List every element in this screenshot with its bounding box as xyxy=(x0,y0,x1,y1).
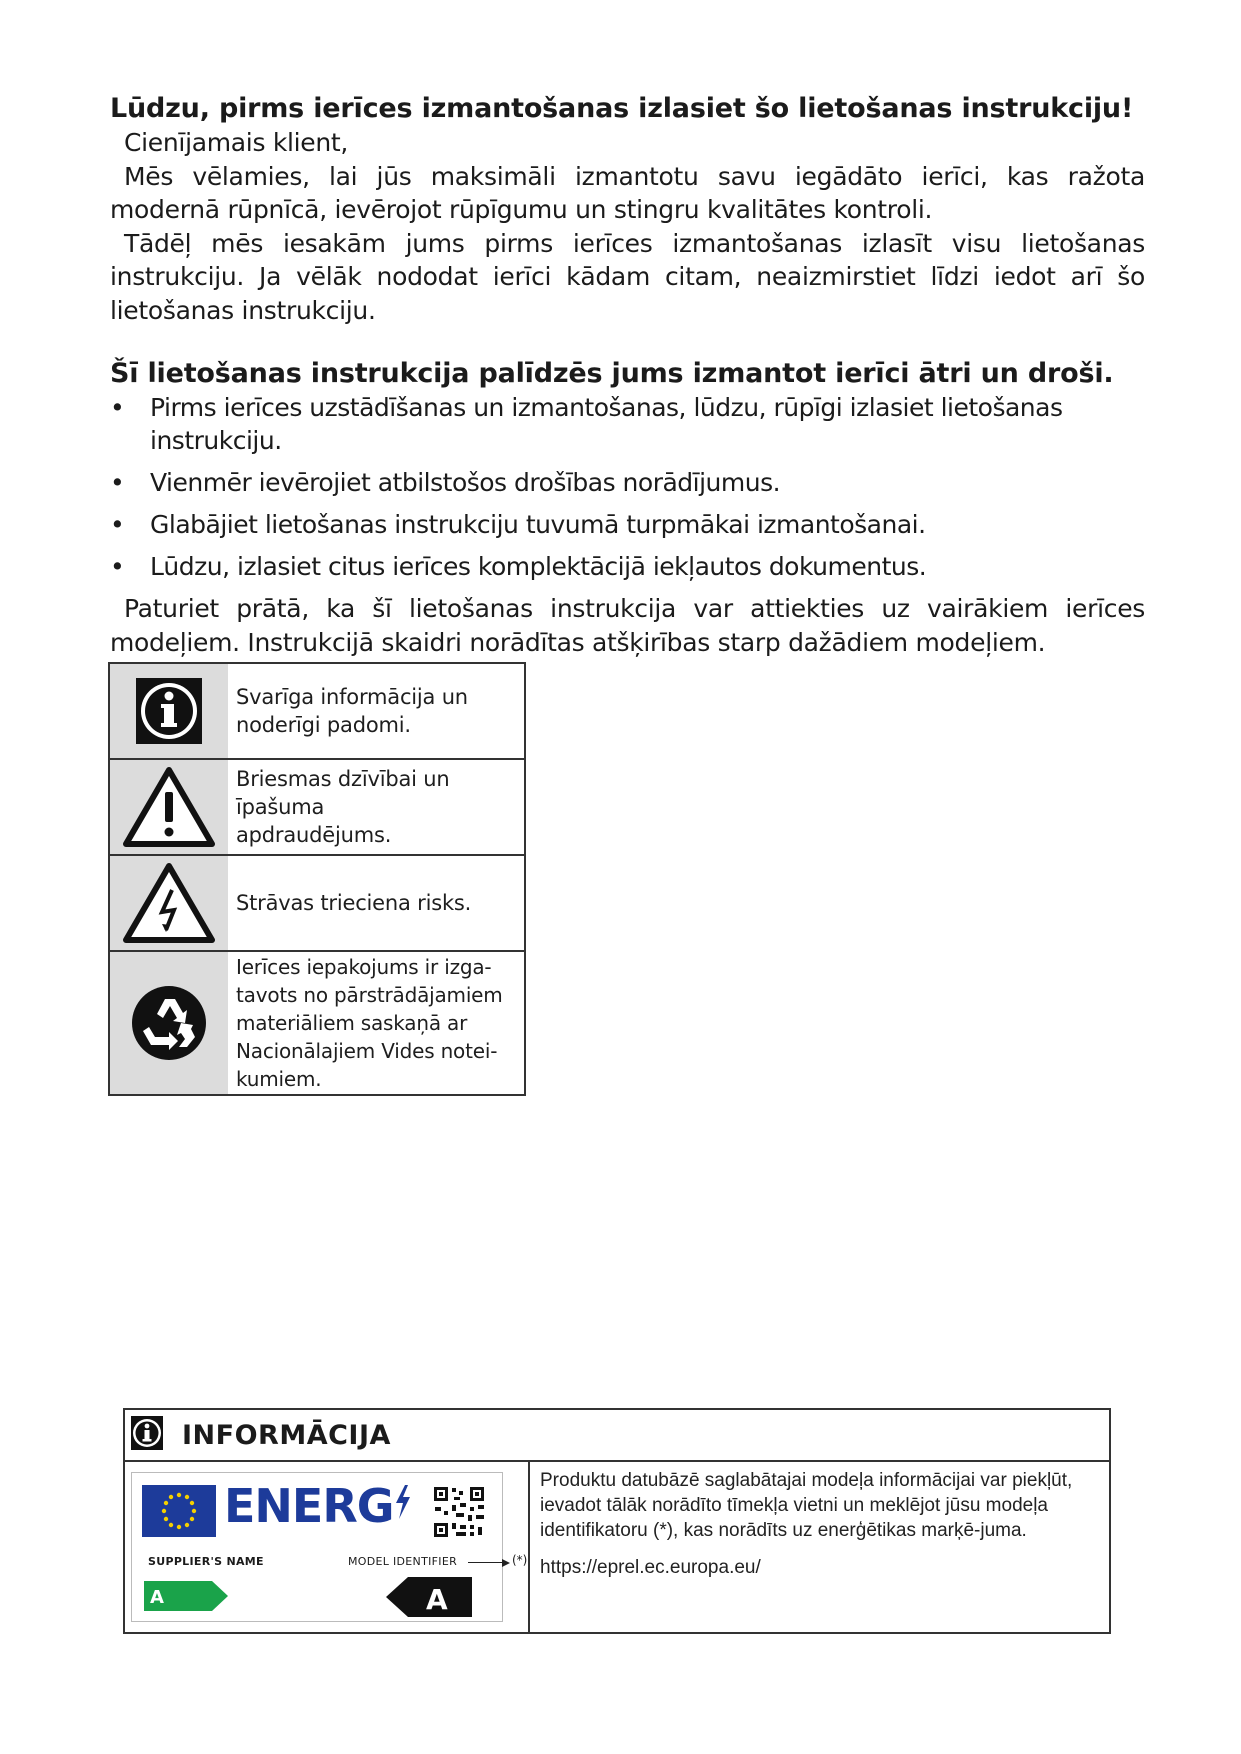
list-item: • Glabājiet lietošanas instrukciju tuvumā turpmākai izmantošanai. xyxy=(110,510,926,539)
symbol-row-info xyxy=(110,664,524,758)
eprel-url: https://eprel.ec.europa.eu/ xyxy=(540,1557,761,1578)
energy-class-arrow-black xyxy=(386,1577,472,1621)
warning-icon xyxy=(110,760,228,854)
symbol-text-recycle: Ierīces iepakojums ir izga- tavots no pārstrādājamiem materiāliem saskaņā ar Nacionālajiem Vides notei- kumiem. xyxy=(228,952,524,1094)
eu-flag-icon xyxy=(142,1485,216,1537)
info-icon xyxy=(130,1414,164,1456)
energy-class-arrow-green xyxy=(144,1581,228,1615)
guide-heading: Šī lietošanas instrukcija palīdzēs jums izmantot ierīci ātri un droši. xyxy=(110,358,1114,389)
symbol-text-warning: Briesmas dzīvībai un īpašuma apdraudējums. xyxy=(228,760,524,854)
page-content xyxy=(110,92,1145,659)
lightning-icon xyxy=(394,1485,412,1519)
energy-logo-text: ENERG xyxy=(224,1479,412,1533)
recycle-icon xyxy=(110,952,228,1094)
information-body xyxy=(125,1462,1109,1632)
symbol-text-electric: Strāvas trieciena risks. xyxy=(228,856,524,950)
information-text xyxy=(530,1462,1109,1632)
information-description: Produktu datubāzē saglabātajai modeļa informācijai var piekļūt, ievadot tālāk norādīto tīmekļa vietni un meklējot jūsu modeļa identifikatoru (*), kas norādīts uz enerģētikas marķē-juma. xyxy=(540,1470,1073,1541)
intro-heading: Lūdzu, pirms ierīces izmantošanas izlasiet šo lietošanas instrukciju! xyxy=(110,93,1134,124)
arrow-head-icon xyxy=(502,1559,510,1567)
symbol-row-electric xyxy=(110,854,524,950)
energy-label xyxy=(131,1472,528,1622)
guide-bullet-list xyxy=(110,391,1145,583)
intro-greeting: Cienījamais klient, xyxy=(124,128,349,157)
svg-text:A: A xyxy=(150,1587,164,1608)
energy-label-area xyxy=(125,1462,530,1632)
symbol-row-warning xyxy=(110,758,524,854)
arrow-line xyxy=(468,1562,506,1563)
list-item: • Lūdzu, izlasiet citus ierīces komplektācijā iekļautos dokumentus. xyxy=(110,552,927,581)
svg-text:A: A xyxy=(426,1583,448,1616)
intro-paragraph-1: Mēs vēlamies, lai jūs maksimāli izmantotu savu iegādāto ierīci, kas ražota modernā rūpnīcā, ievērojot rūpīgumu un stingru kvalitātes kontroli. xyxy=(110,161,1145,224)
symbol-row-recycle xyxy=(110,950,524,1094)
information-header xyxy=(125,1410,1109,1462)
electric-shock-icon xyxy=(110,856,228,950)
symbol-text-info: Svarīga informācija un noderīgi padomi. xyxy=(228,664,524,758)
info-icon xyxy=(110,664,228,758)
identifier-marker: (*) xyxy=(512,1553,528,1567)
intro-paragraph-2: Tādēļ mēs iesakām jums pirms ierīces izmantošanas izlasīt visu lietošanas instrukciju. Ja vēlāk nododat ierīci kādam citam, neaizmirstiet līdzi iedot arī šo lietošanas instrukciju. xyxy=(110,228,1145,325)
information-title: INFORMĀCIJA xyxy=(182,1419,391,1451)
supplier-name-label: SUPPLIER'S NAME xyxy=(148,1555,264,1568)
model-identifier-label: MODEL IDENTIFIER xyxy=(348,1555,458,1568)
symbol-legend-table xyxy=(108,662,526,1096)
list-item: • Vienmēr ievērojiet atbilstošos drošības norādījumus. xyxy=(110,468,781,497)
qr-code-icon xyxy=(432,1485,486,1539)
information-box xyxy=(123,1408,1111,1634)
list-item: • Pirms ierīces uzstādīšanas un izmantošanas, lūdzu, rūpīgi izlasiet lietošanas instrukciju. xyxy=(110,393,1063,455)
guide-note: Paturiet prātā, ka šī lietošanas instrukcija var attiekties uz vairākiem ierīces modeļiem. Instrukcijā skaidri norādītas atšķirības starp dažādiem modeļiem. xyxy=(110,594,1145,657)
